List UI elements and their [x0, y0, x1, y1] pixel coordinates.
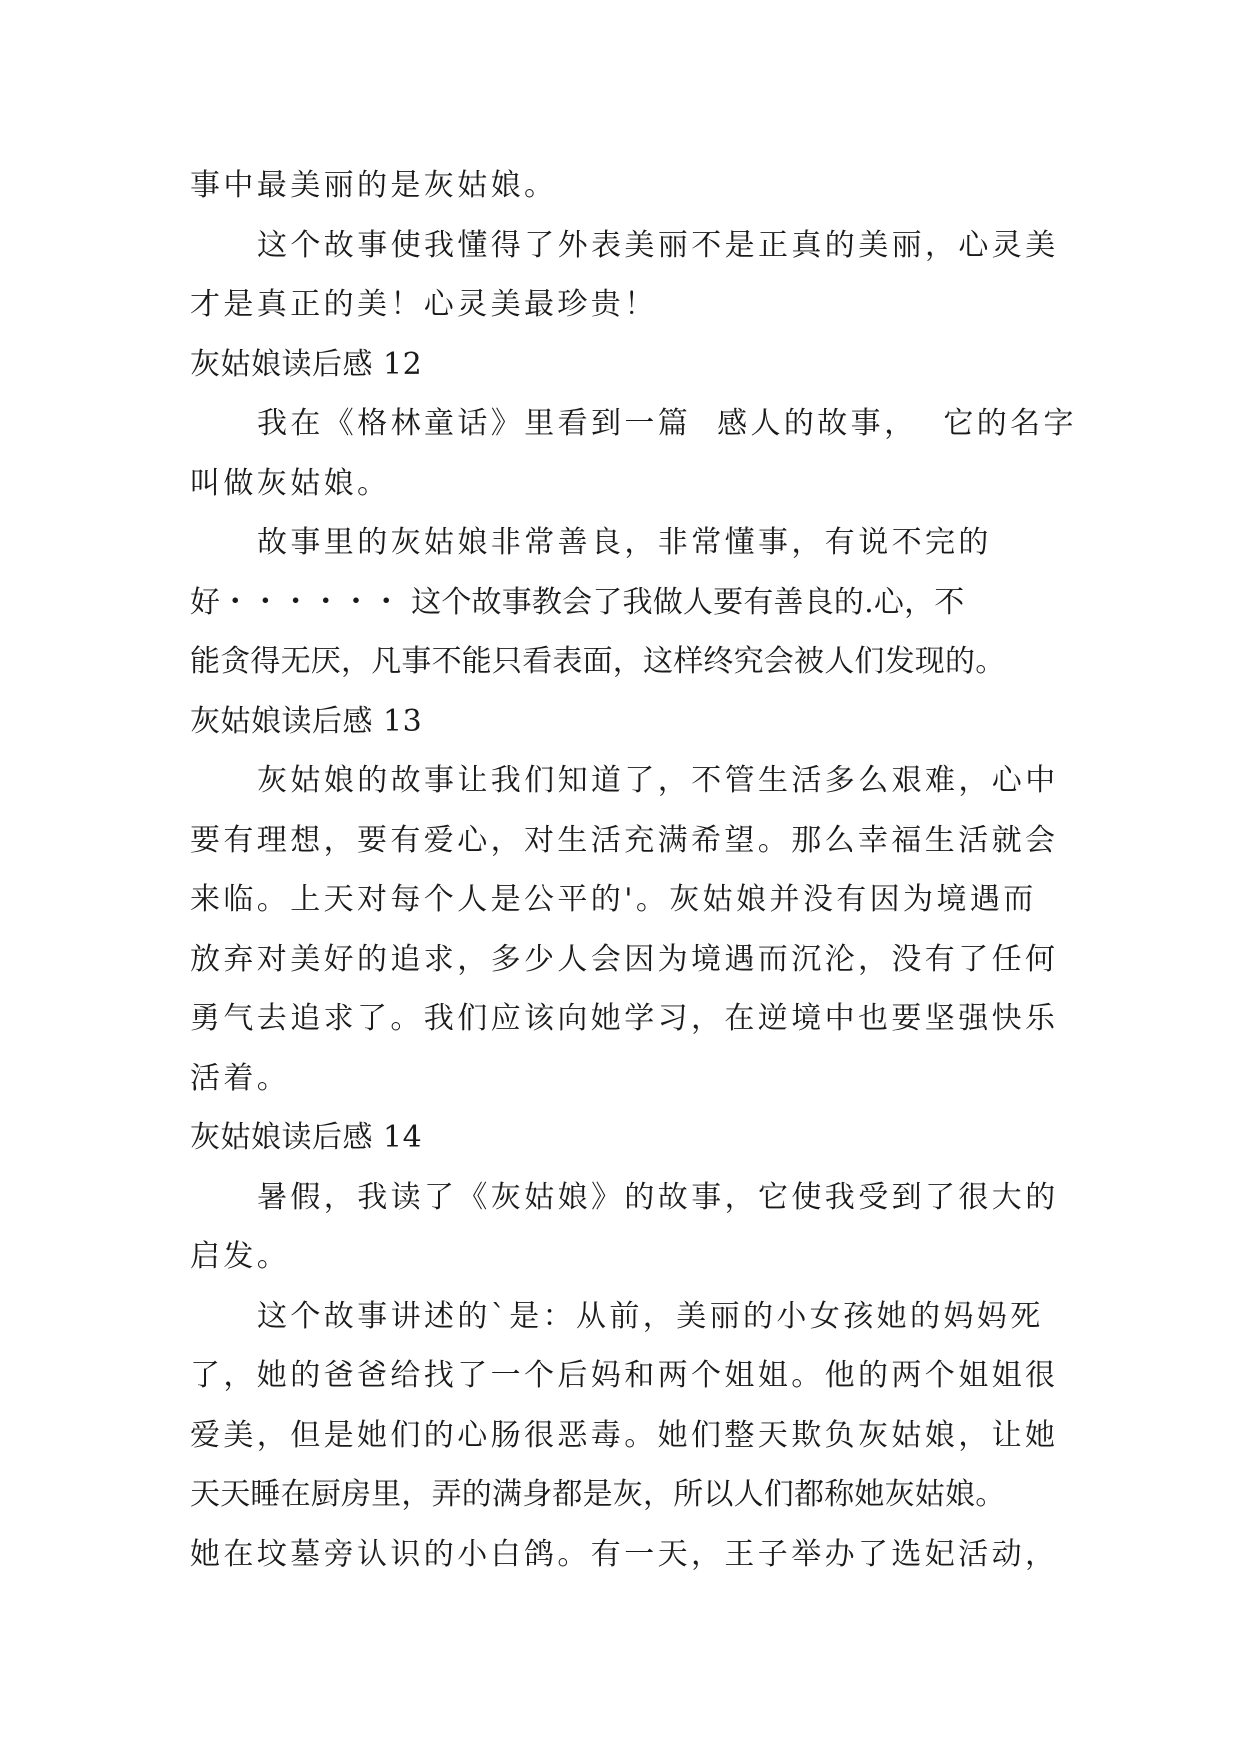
section-heading: 灰姑娘读后感 14	[190, 1120, 423, 1155]
paragraph-line: 放弃对美好的追求，多少人会因为境遇而沉沦，没有了任何	[190, 941, 1059, 977]
paragraph-line: 爱美，但是她们的心肠很恶毒。她们整天欺负灰姑娘，让她	[190, 1417, 1059, 1453]
paragraph-line: 我在《格林童话》里看到一篇 感人的故事， 它的名字	[257, 406, 1077, 441]
paragraph-line: 才是真正的美！心灵美最珍贵！	[190, 287, 658, 322]
paragraph-line: 活着。	[190, 1060, 291, 1096]
paragraph-line: 她在坟墓旁认识的小白鸽。有一天，王子举办了选妃活动，	[190, 1536, 1059, 1572]
paragraph-line: 来临。上天对每个人是公平的'。灰姑娘并没有因为境遇而	[190, 882, 1037, 917]
document-body	[190, 156, 1077, 1584]
section-heading: 灰姑娘读后感 13	[190, 703, 423, 739]
paragraph-line: 天天睡在厨房里，弄的满身都是灰，所以人们都称她灰姑娘。	[190, 1477, 1006, 1512]
paragraph-line: 勇气去追求了。我们应该向她学习，在逆境中也要坚强快乐	[190, 1001, 1059, 1036]
paragraph-line: 这个故事讲述的`是：从前，美丽的小女孩她的妈妈死	[257, 1298, 1044, 1334]
paragraph-line: 了，她的爸爸给找了一个后妈和两个姐姐。他的两个姐姐很	[190, 1358, 1059, 1393]
paragraph-line: 灰姑娘的故事让我们知道了，不管生活多么艰难，心中	[257, 763, 1059, 798]
paragraph-line: 这个故事使我懂得了外表美丽不是正真的美丽，心灵美	[257, 227, 1059, 263]
paragraph-line: 叫做灰姑娘。	[190, 465, 391, 501]
paragraph-line: 好・・・・・・ 这个故事教会了我做人要有善良的.心，不	[190, 584, 965, 620]
paragraph-line: 能贪得无厌，凡事不能只看表面，这样终究会被人们发现的。	[190, 644, 1006, 679]
paragraph-line: 要有理想，要有爱心，对生活充满希望。那么幸福生活就会	[190, 822, 1059, 858]
paragraph-line: 故事里的灰姑娘非常善良，非常懂事，有说不完的	[257, 525, 992, 560]
paragraph-line: 暑假，我读了《灰姑娘》的故事，它使我受到了很大的	[257, 1179, 1059, 1215]
section-heading: 灰姑娘读后感 12	[190, 346, 423, 382]
paragraph-line: 启发。	[190, 1239, 291, 1274]
paragraph-line: 事中最美丽的是灰姑娘。	[190, 168, 558, 203]
